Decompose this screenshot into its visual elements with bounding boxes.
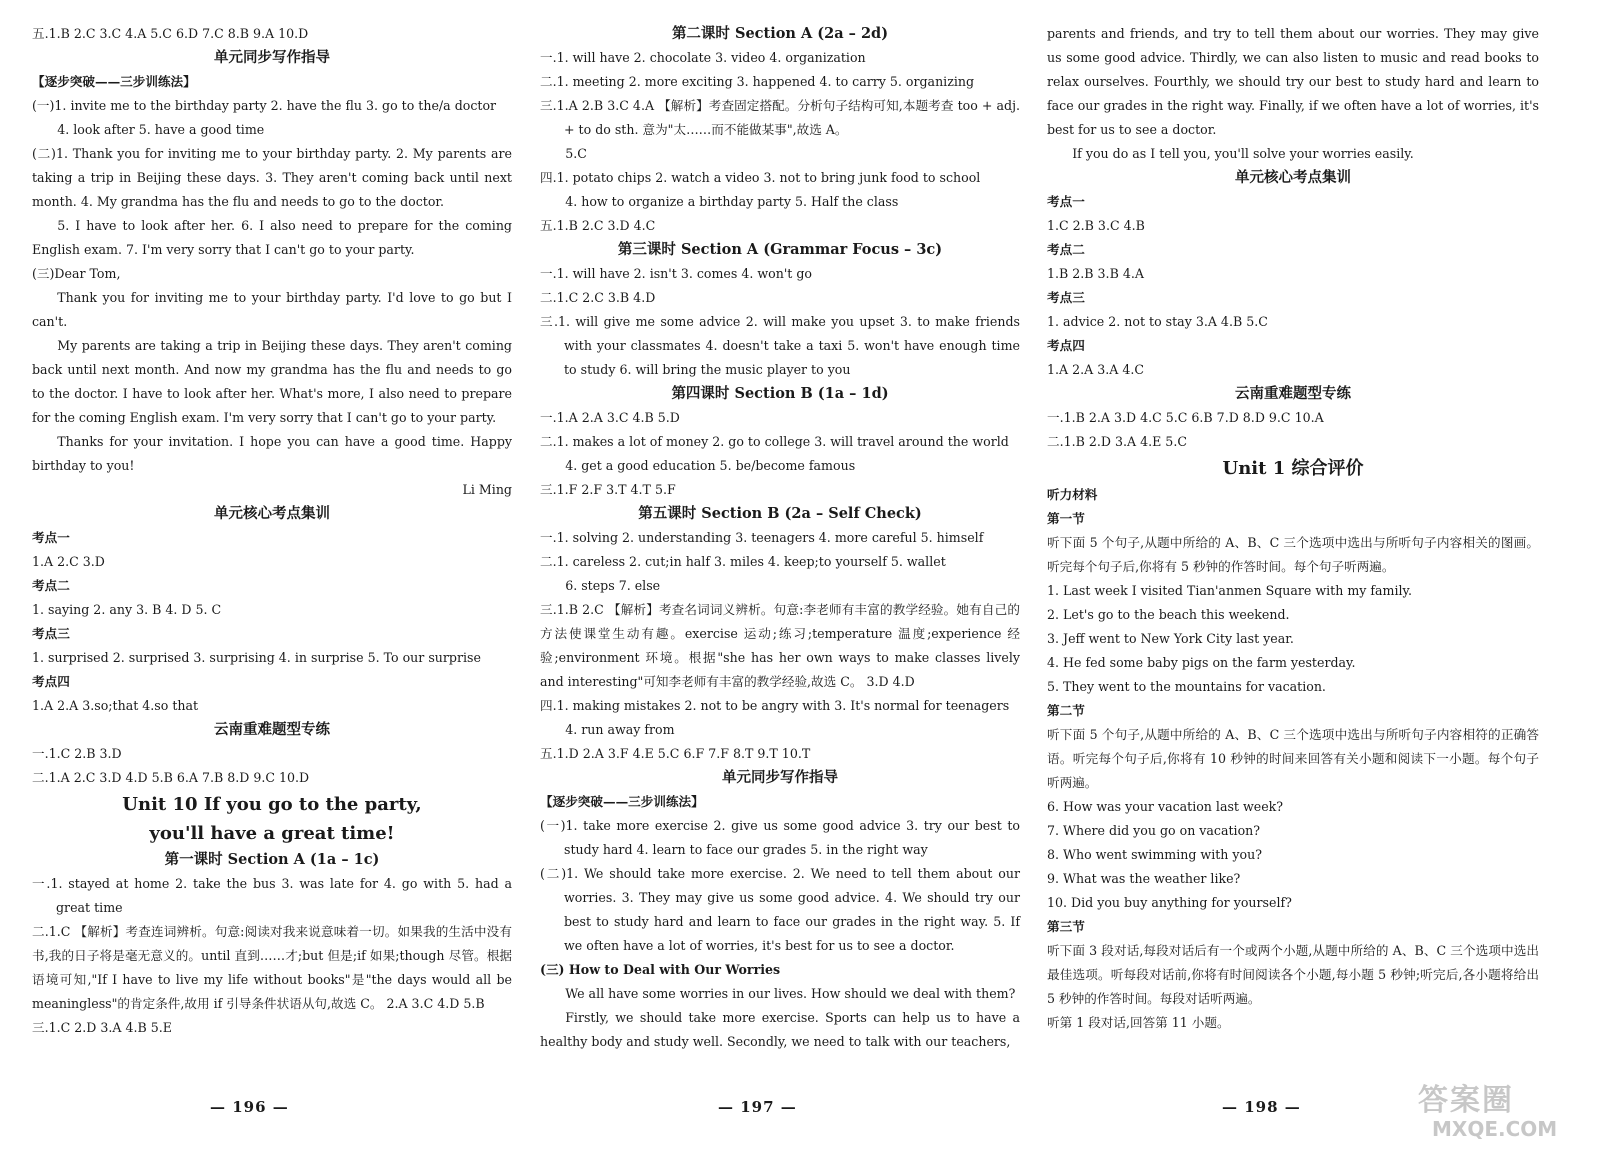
- text-paragraph: 一.1. stayed at home 2. take the bus 3. was late for 4. go with 5. had a great time: [32, 876, 512, 915]
- point-label: 考点二: [1047, 242, 1085, 257]
- text-paragraph: 听下面 3 段对话,每段对话后有一个或两个小题,从题中所给的 A、B、C 三个选项中选出最佳选项。听每段对话前,你将有时间阅读各个小题,每小题 5 秒钟;听完后,各小题将给出 5 秒钟的作答时间。每段对话听两遍。: [1047, 943, 1539, 1006]
- point-label: 考点一: [1047, 194, 1085, 209]
- text-line: 4. look after 5. have a good time: [57, 122, 265, 137]
- text-line: 1. saying 2. any 3. B 4. D 5. C: [32, 602, 222, 617]
- text-paragraph: 三.1.B 2.C 【解析】考查名词词义辨析。句意:李老师有丰富的教学经验。她有自己的方法使课堂生动有趣。exercise 运动;练习;temperature 温度;experience 经验;environment 环境。根据"she has her own ways to make classes lively and interesting"可知李老师有丰富的教学经验,故选 C。 3.D 4.D: [540, 602, 1020, 689]
- text-paragraph: parents and friends, and try to tell them about our worries. They may give us some good advice. Thirdly, we can also listen to music and read books to relax ourselves. Fourthly, we should try our best to study hard and learn to face our grades in the right way. Finally, if we often have a lot of worries, it's best for us to see a doctor.: [1047, 26, 1539, 137]
- text-line: (三)Dear Tom,: [32, 266, 121, 281]
- text-line: 四.1. making mistakes 2. not to be angry with 3. It's normal for teenagers: [540, 698, 1010, 713]
- column-page-198: [1047, 22, 1539, 1035]
- text-line: 4. He fed some baby pigs on the farm yesterday.: [1047, 655, 1356, 670]
- text-paragraph: 三.1.A 2.B 3.C 4.A 【解析】考查固定搭配。分析句子结构可知,本题考查 too + adj. + to do sth. 意为"太……而不能做某事",故选 A。: [540, 98, 1020, 137]
- text-line: 1.A 2.C 3.D: [32, 554, 105, 569]
- point-label: 考点一: [32, 530, 70, 545]
- section-heading: 第五课时 Section B (2a – Self Check): [638, 505, 922, 522]
- text-line: (三) How to Deal with Our Worries: [540, 962, 781, 977]
- section-heading: 单元同步写作指导: [722, 769, 838, 786]
- text-line: 一.1.B 2.A 3.D 4.C 5.C 6.B 7.D 8.D 9.C 10.A: [1047, 410, 1324, 425]
- text-paragraph: 听下面 5 个句子,从题中所给的 A、B、C 三个选项中选出与所听句子内容相关的图画。听完每个句子后,你将有 5 秒钟的作答时间。每个句子听两遍。: [1047, 535, 1539, 574]
- text-line: 五.1.D 2.A 3.F 4.E 5.C 6.F 7.F 8.T 9.T 10.T: [540, 746, 811, 761]
- text-line: 1.A 2.A 3.A 4.C: [1047, 362, 1144, 377]
- text-line: 二.1. makes a lot of money 2. go to college 3. will travel around the world: [540, 434, 1009, 449]
- page-number-196: — 196 —: [210, 1098, 289, 1116]
- text-paragraph: Thanks for your invitation. I hope you can have a good time. Happy birthday to you!: [32, 434, 512, 473]
- text-paragraph: If you do as I tell you, you'll solve your worries easily.: [1072, 146, 1414, 161]
- watermark-url: MXQE.COM: [1432, 1117, 1558, 1141]
- text-line: 2. Let's go to the beach this weekend.: [1047, 607, 1290, 622]
- text-line: 7. Where did you go on vacation?: [1047, 823, 1261, 838]
- section-heading: 第二课时 Section A (2a – 2d): [671, 25, 889, 42]
- text-line: 【逐步突破——三步训练法】: [32, 74, 196, 89]
- page-number-197: — 197 —: [718, 1098, 797, 1116]
- text-paragraph: Thank you for inviting me to your birthday party. I'd love to go but I can't.: [32, 290, 512, 329]
- text-paragraph: 二.1.C 【解析】考查连词辨析。句意:阅读对我来说意味着一切。如果我的生活中没有书,我的日子将是毫无意义的。until 直到……才;but 但是;if 如果;though 尽管。根据语境可知,"If I have to live my life without books"是"the days would all be meaningless"的肯定条件,故用 if 引导条件状语从句,故选 C。 2.A 3.C 4.D 5.B: [32, 924, 512, 1011]
- text-paragraph: (一)1. take more exercise 2. give us some good advice 3. try our best to study hard 4. learn to face our grades 5. in the right way: [540, 818, 1020, 857]
- column-page-197: [540, 22, 1020, 1054]
- text-line: 二.1. careless 2. cut;in half 3. miles 4. keep;to yourself 5. wallet: [540, 554, 946, 569]
- section-heading: 第四课时 Section B (1a – 1d): [671, 385, 889, 402]
- point-label: 考点三: [1047, 290, 1085, 305]
- text-line: 10. Did you buy anything for yourself?: [1047, 895, 1292, 910]
- point-label: 听力材料: [1047, 487, 1098, 502]
- text-line: 三.1.F 2.F 3.T 4.T 5.F: [540, 482, 676, 497]
- text-line: 一.1.A 2.A 3.C 4.B 5.D: [540, 410, 680, 425]
- text-line: (一)1. invite me to the birthday party 2. have the flu 3. go to the/a doctor: [32, 98, 497, 113]
- text-line: 一.1. will have 2. isn't 3. comes 4. won't go: [540, 266, 812, 281]
- text-line: 一.1. solving 2. understanding 3. teenagers 4. more careful 5. himself: [540, 530, 984, 545]
- text-line: 1.C 2.B 3.C 4.B: [1047, 218, 1145, 233]
- unit-title: Unit 10 If you go to the party,: [122, 794, 422, 815]
- section-heading: 单元核心考点集训: [1235, 169, 1351, 186]
- text-line: 9. What was the weather like?: [1047, 871, 1241, 886]
- text-line: 1. Last week I visited Tian'anmen Square with my family.: [1047, 583, 1413, 598]
- section-heading: 第三课时 Section A (Grammar Focus – 3c): [617, 241, 943, 258]
- text-line: 6. steps 7. else: [565, 578, 661, 593]
- text-line: 3. Jeff went to New York City last year.: [1047, 631, 1294, 646]
- point-label: 考点四: [1047, 338, 1085, 353]
- text-paragraph: 听下面 5 个句子,从题中所给的 A、B、C 三个选项中选出与所听句子内容相符的正确答语。听完每个句子后,你将有 10 秒钟的时间来回答有关小题和阅读下一小题。每个句子听两遍。: [1047, 727, 1539, 790]
- section-heading: 单元同步写作指导: [214, 49, 330, 66]
- text-paragraph: (二)1. We should take more exercise. 2. We need to tell them about our worries. 3. They may give us some good advice. 4. We should try our best to study hard and learn to face our grades in the right way. 5. If we often have a lot of worries, it's best for us to see a doctor.: [540, 866, 1020, 953]
- text-line: 6. How was your vacation last week?: [1047, 799, 1284, 814]
- text-line: 五.1.B 2.C 3.C 4.A 5.C 6.D 7.C 8.B 9.A 10.D: [32, 26, 309, 41]
- unit-title: you'll have a great time!: [149, 823, 395, 844]
- section-heading: 云南重难题型专练: [1235, 385, 1351, 402]
- text-paragraph: Firstly, we should take more exercise. Sports can help us to have a healthy body and study well. Secondly, we need to talk with our teachers,: [540, 1010, 1020, 1049]
- section-heading: 第一课时 Section A (1a – 1c): [164, 851, 380, 868]
- text-line: 4. run away from: [565, 722, 675, 737]
- text-line: 五.1.B 2.C 3.D 4.C: [540, 218, 656, 233]
- text-line: 1.B 2.B 3.B 4.A: [1047, 266, 1144, 281]
- text-line: 1. surprised 2. surprised 3. surprising 4. in surprise 5. To our surprise: [32, 650, 481, 665]
- text-line: 5.C: [565, 146, 587, 161]
- section-heading: 单元核心考点集训: [214, 505, 330, 522]
- point-label: 考点三: [32, 626, 70, 641]
- page-number-198: — 198 —: [1222, 1098, 1301, 1116]
- text-paragraph: 三.1. will give me some advice 2. will make you upset 3. to make friends with your classmates 4. doesn't take a taxi 5. won't have enough time to study 6. will bring the music player to you: [540, 314, 1020, 377]
- watermark-text: 答案圈: [1418, 1083, 1514, 1118]
- text-line: 1.A 2.A 3.so;that 4.so that: [32, 698, 199, 713]
- text-line: 8. Who went swimming with you?: [1047, 847, 1262, 862]
- unit-title: Unit 1 综合评价: [1222, 458, 1364, 479]
- column-page-196: [32, 22, 512, 1040]
- text-line: 【逐步突破——三步训练法】: [540, 794, 704, 809]
- text-line: 四.1. potato chips 2. watch a video 3. not to bring junk food to school: [540, 170, 981, 185]
- text-paragraph: (二)1. Thank you for inviting me to your birthday party. 2. My parents are taking a trip in Beijing these days. 3. They aren't coming back until next month. 4. My grandma has the flu and needs to go to the doctor.: [32, 146, 512, 209]
- text-line: 三.1.C 2.D 3.A 4.B 5.E: [32, 1020, 172, 1035]
- text-paragraph: We all have some worries in our lives. How should we deal with them?: [565, 986, 1016, 1001]
- section-heading: 云南重难题型专练: [214, 721, 330, 738]
- text-line: 二.1.A 2.C 3.D 4.D 5.B 6.A 7.B 8.D 9.C 10.D: [32, 770, 310, 785]
- point-label: 第一节: [1047, 511, 1085, 526]
- text-paragraph: 5. I have to look after her. 6. I also need to prepare for the coming English exam. 7. I'm very sorry that I can't go to your party.: [32, 218, 512, 257]
- text-line: 二.1.B 2.D 3.A 4.E 5.C: [1047, 434, 1187, 449]
- text-paragraph: My parents are taking a trip in Beijing these days. They aren't coming back until next month. And now my grandma has the flu and needs to go to the doctor. I have to look after her. What's more, I also need to prepare for the coming English exam. I'm very sorry that I can't go to your party.: [32, 338, 512, 425]
- point-label: 考点二: [32, 578, 70, 593]
- text-line: 4. how to organize a birthday party 5. Half the class: [565, 194, 899, 209]
- point-label: 考点四: [32, 674, 70, 689]
- text-line: 一.1. will have 2. chocolate 3. video 4. organization: [540, 50, 866, 65]
- point-label: 第二节: [1047, 703, 1085, 718]
- text-line: 一.1.C 2.B 3.D: [32, 746, 122, 761]
- point-label: 第三节: [1047, 919, 1085, 934]
- text-line: 二.1. meeting 2. more exciting 3. happened 4. to carry 5. organizing: [540, 74, 975, 89]
- text-line: 二.1.C 2.C 3.B 4.D: [540, 290, 656, 305]
- text-line: 5. They went to the mountains for vacation.: [1047, 679, 1326, 694]
- text-line: Li Ming: [462, 482, 512, 497]
- watermark-logo: [1418, 1084, 1588, 1142]
- text-line: 听第 1 段对话,回答第 11 小题。: [1047, 1015, 1230, 1030]
- text-line: 1. advice 2. not to stay 3.A 4.B 5.C: [1047, 314, 1268, 329]
- text-line: 4. get a good education 5. be/become famous: [565, 458, 856, 473]
